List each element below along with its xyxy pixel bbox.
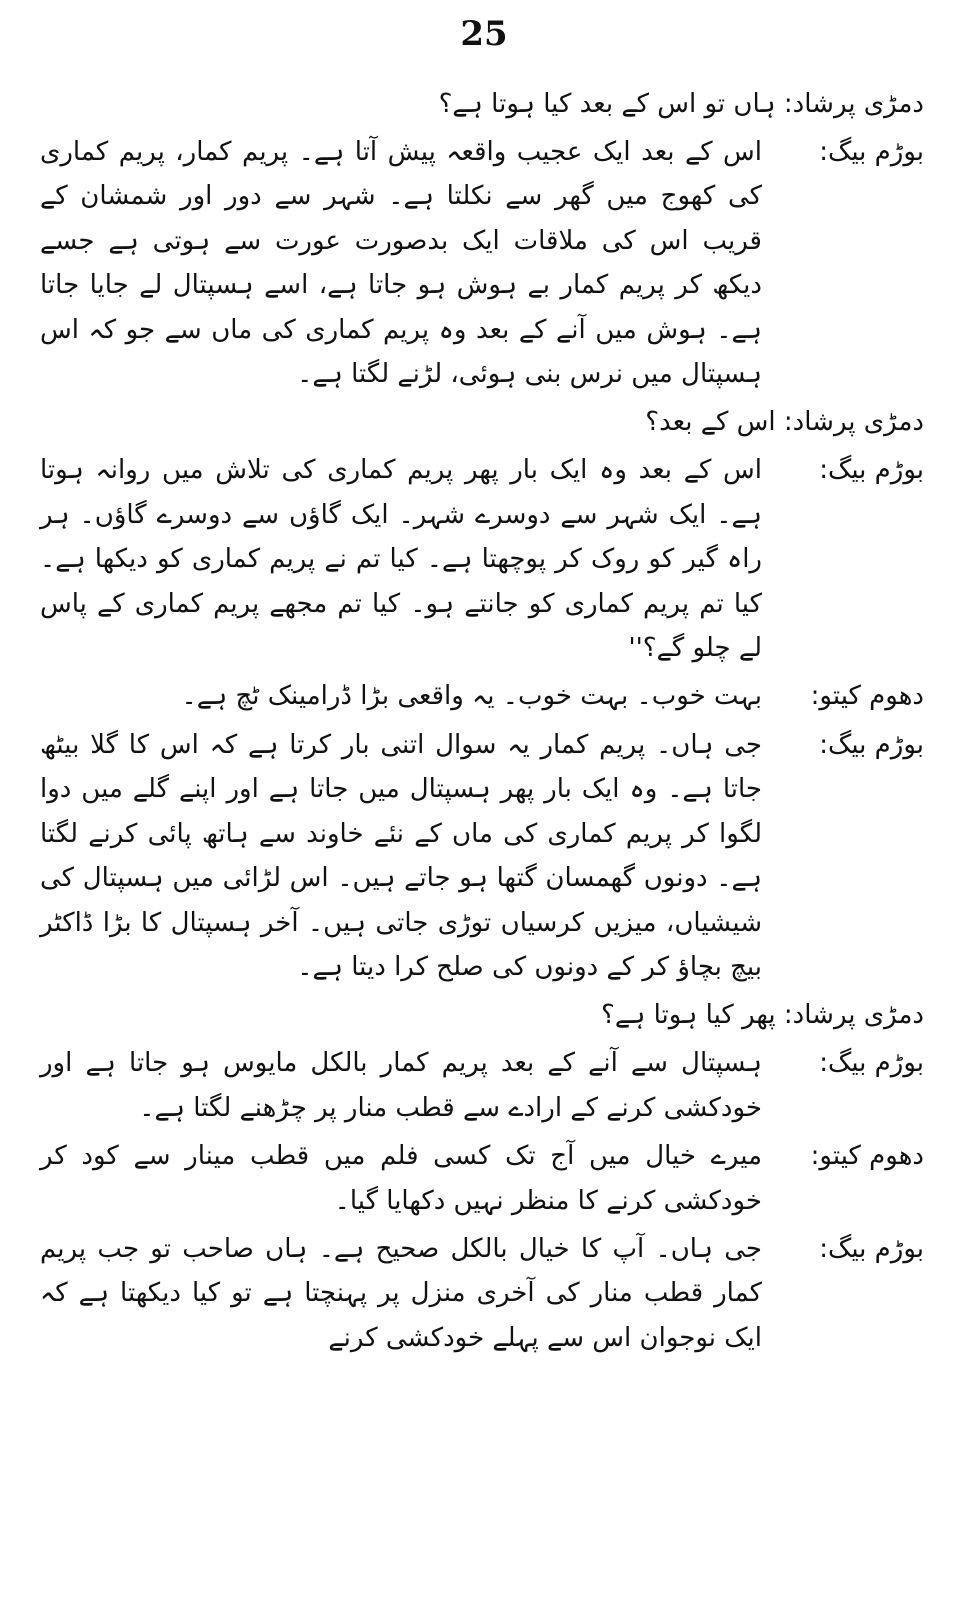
dialogue-text: جی ہاں۔ آپ کا خیال بالکل صحیح ہے۔ ہاں صاحب تو جب پریم کمار قطب منار کی آخری منزل پر پہنچتا ہے تو کیا دیکھتا ہے کہ ایک نوجوان اس سے پہلے خودکشی کرنے — [40, 1233, 762, 1353]
dialogue-text: اس کے بعد وہ ایک بار پھر پریم کماری کی تلاش میں روانہ ہوتا ہے۔ ایک شہر سے دوسرے شہر۔ ایک گاؤں سے دوسرے گاؤں۔ ہر راہ گیر کو روک کر پوچھتا ہے۔ کیا تم نے پریم کماری کو دیکھا ہے۔ کیا تم پریم کماری کو جانتے ہو۔ کیا تم مجھے پریم کماری کے پاس لے چلو گے؟'' — [40, 455, 762, 664]
dialogue-text: میرے خیال میں آج تک کسی فلم میں قطب مینار سے کود کر خودکشی کرنے کا منظر نہیں دکھایا گیا۔ — [40, 1141, 762, 1216]
speaker-name: بوڑم بیگ: — [819, 729, 924, 760]
dialogue-text: ہاں تو اس کے بعد کیا ہوتا ہے؟ — [438, 89, 776, 119]
dialogue-entry — [40, 400, 932, 444]
dialogue-entry — [40, 448, 932, 670]
dialogue-entry — [40, 1134, 932, 1223]
dialogue-entry — [40, 130, 932, 396]
inline-line — [40, 82, 932, 126]
page-number: 25 — [460, 14, 508, 54]
dialogue-entry — [40, 674, 932, 718]
dialogue-text: اس کے بعد ایک عجیب واقعہ پیش آتا ہے۔ پریم کمار، پریم کماری کی کھوج میں گھر سے نکلتا ہے۔ شہر سے دور اور شمشان کے قریب اس کی ملاقات ایک بدصورت عورت سے ہوتی ہے جسے دیکھ کر پریم کمار بے ہوش ہو جاتا ہے، اسے ہسپتال لے جایا جاتا ہے۔ ہوش میں آنے کے بعد وہ پریم کماری کی ماں سے جو کہ اس ہسپتال میں نرس بنی ہوئی، لڑنے لگتا ہے۔ — [40, 137, 762, 390]
speaker-name: دمڑی پرشاد: — [783, 1000, 924, 1031]
dialogue-entry — [40, 1227, 932, 1360]
speaker-name: بوڑم بیگ: — [819, 137, 924, 167]
speaker-name: بوڑم بیگ: — [819, 1233, 924, 1264]
dialogue-text: ہسپتال سے آنے کے بعد پریم کمار بالکل مایوس ہو جاتا ہے اور خودکشی کرنے کے ارادے سے قطب منار پر چڑھنے لگتا ہے۔ — [40, 1048, 762, 1123]
dialogue-text: پھر کیا ہوتا ہے؟ — [601, 1000, 776, 1031]
speaker-name: دمڑی پرشاد: — [783, 407, 924, 438]
dialogue-text: جی ہاں۔ پریم کمار یہ سوال اتنی بار کرتا ہے کہ اس کا گلا بیٹھ جاتا ہے۔ وہ ایک بار پھر ہسپتال میں جاتا ہے اور اپنے گلے میں دوا لگوا کر پریم کماری کی ماں کے نئے خاوند سے ہاتھ پائی کرنے لگتا ہے۔ دونوں گھمسان گتھا ہو جاتے ہیں۔ اس لڑائی میں ہسپتال کی شیشیاں، میزیں کرسیاں توڑی جاتی ہیں۔ آخر ہسپتال کا بڑا ڈاکٹر بیچ بچاؤ کر کے دونوں کی صلح کرا دیتا ہے۔ — [40, 729, 762, 982]
dialogue-entry — [40, 1041, 932, 1130]
dialogue-entry — [40, 993, 932, 1037]
speaker-name: بوڑم بیگ: — [819, 1048, 924, 1079]
dialogue-text: بہت خوب۔ بہت خوب۔ یہ واقعی بڑا ڈرامینک ٹچ ہے۔ — [181, 681, 762, 712]
dialogue-entry — [40, 82, 932, 126]
script-body — [40, 82, 932, 1360]
speaker-name: بوڑم بیگ: — [819, 455, 924, 486]
inline-line — [40, 400, 932, 444]
speaker-name: دھوم کیتو: — [810, 681, 924, 712]
dialogue-text: اس کے بعد؟ — [645, 407, 776, 438]
inline-line — [40, 993, 932, 1037]
speaker-name: دھوم کیتو: — [810, 1141, 924, 1172]
speaker-name: دمڑی پرشاد: — [783, 89, 924, 119]
dialogue-entry — [40, 723, 932, 989]
